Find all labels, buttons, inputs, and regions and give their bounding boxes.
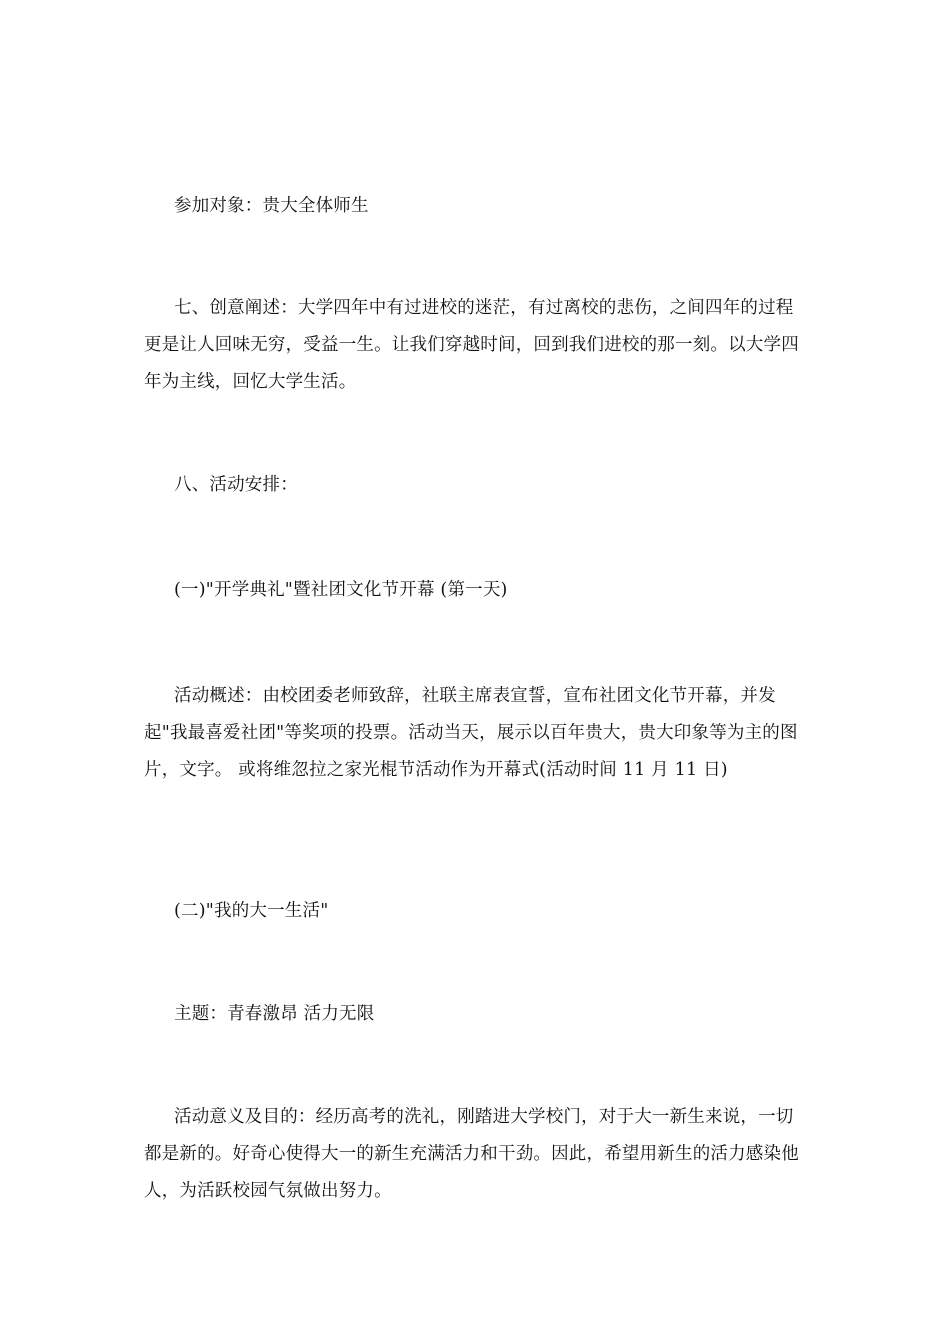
theme-paragraph: 主题：青春激昂 活力无限 [174,1004,375,1024]
opening-ceremony-heading: (一)"开学典礼"暨社团文化节开幕 (第一天) [174,580,508,600]
activity-arrangement-heading: 八、活动安排： [174,475,298,495]
purpose-paragraph: 活动意义及目的：经历高考的洗礼，刚踏进大学校门，对于大一新生来说，一切都是新的。好奇心使得大一的新生充满活力和干劲。因此，希望用新生的活力感染他人，为活跃校园气氛做出努力。 [144,1107,799,1201]
creative-concept-paragraph: 七、创意阐述：大学四年中有过进校的迷茫，有过离校的悲伤，之间四年的过程更是让人回味无穷，受益一生。让我们穿越时间，回到我们进校的那一刻。以大学四年为主线，回忆大学生活。 [144,298,799,392]
freshman-life-heading: (二)"我的大一生活" [174,901,329,921]
activity-overview-paragraph: 活动概述：由校团委老师致辞，社联主席表宣誓，宣布社团文化节开幕，并发起"我最喜爱社团"等奖项的投票。活动当天，展示以百年贵大，贵大印象等为主的图片，文字。 或将维忽拉之家光棍节活动作为开幕式(活动时间 11 月 11 日) [144,686,798,780]
participants-paragraph: 参加对象：贵大全体师生 [174,196,369,216]
